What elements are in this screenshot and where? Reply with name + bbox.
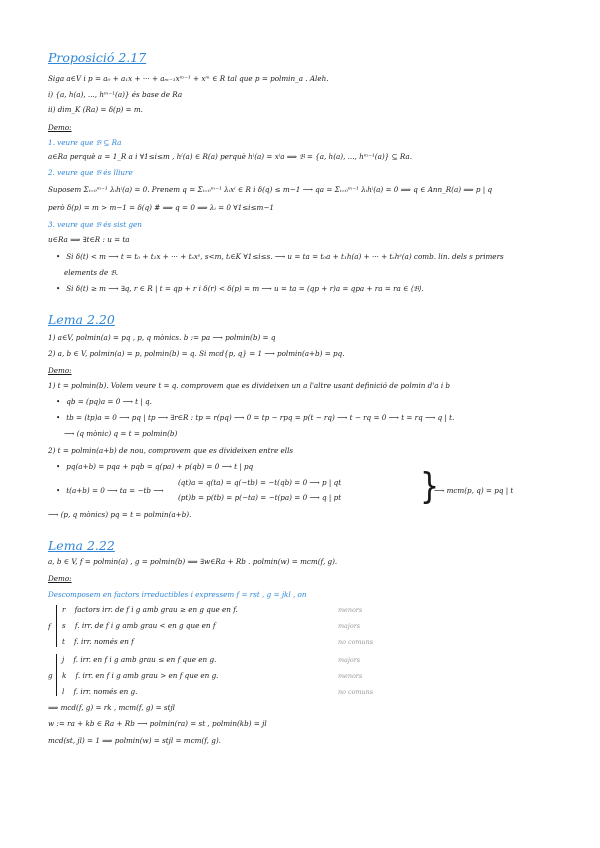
proof-line: Descomposem en factors irreductibles i expressem f = rst , g = jkl , on [48, 590, 307, 599]
proof-line: 2) t = polmin(a+b) de nou, comprovem que es divideixen entre ells [48, 446, 294, 455]
factor-row [62, 605, 362, 615]
proof-line: ⟶ (q mònic) q = t = polmin(b) [64, 429, 178, 438]
statement-item-i: i) {a, h(a), ..., hᵐ⁻¹(a)} és base de Ra [48, 90, 183, 99]
right-brace: } [420, 465, 440, 508]
factor-var: j [62, 655, 65, 664]
factor-row [62, 671, 362, 681]
statement-item-1: 1) a∈V, polmin(a) = pq , p, q mònics. b := pa ⟶ polmin(b) = q [48, 333, 276, 342]
factor-var: r [62, 605, 66, 614]
proof-conclusion: ⟶ mcm(p, q) = pq | t [434, 486, 514, 495]
factor-desc: f. irr. en f i g amb grau > en f que en g. [75, 671, 219, 680]
factor-var: s [62, 621, 66, 630]
proof-line: w := ra + kb ∈ Ra + Rb ⟶ polmin(ra) = st , polmin(kb) = jl [48, 719, 267, 728]
proof-line: Suposem Σᵢ₌₀ᵐ⁻¹ λᵢhⁱ(a) = 0. Prenem q = Σᵢ₌₀ᵐ⁻¹ λᵢxⁱ ∈ R i δ(q) ≤ m−1 ⟶ qa = Σᵢ₌₀ᵐ⁻¹ λᵢhⁱ(a) = 0 ⟹ q ∈ Ann_R(a) ⟹ p | q [48, 185, 493, 194]
proof-line: però δ(p) = m > m−1 = δ(q) # ⟹ q = 0 ⟹ λᵢ = 0 ∀1≤i≤m−1 [48, 203, 274, 212]
factor-note: no comuns [338, 638, 373, 646]
statement-line: a, b ∈ V, f = polmin(a) , g = polmin(b) ⟹ ∃w∈Ra + Rb . polmin(w) = mcm(f, g). [48, 557, 338, 566]
lemma-title: Lema 2.20 [48, 312, 115, 327]
proof-line: ⟹ mcd(f, g) = rk , mcm(f, g) = stjl [48, 703, 175, 712]
factor-row [62, 621, 362, 631]
factor-note: majors [338, 622, 361, 630]
lemma-title: Lema 2.22 [48, 538, 115, 553]
factor-row [62, 655, 362, 665]
proof-case: • qb = (pq)a = 0 ⟶ t | q. [56, 397, 570, 407]
factor-desc: f. irr. només en f [74, 637, 134, 646]
brace-bar [56, 605, 57, 647]
factor-row [62, 637, 362, 647]
factor-note: majors [338, 656, 361, 664]
factor-var: k [62, 671, 67, 680]
brace-label-f: f [48, 622, 51, 631]
proof-subline: (pt)b = p(tb) = p(−ta) = −t(pa) = 0 ⟶ q | pt [178, 493, 342, 502]
proof-line: mcd(st, jl) = 1 ⟹ polmin(w) = stjl = mcm(f, g). [48, 736, 221, 745]
proof-step-2: 2. veure que 𝔅 és lliure [48, 168, 133, 177]
proof-line: ⟶ (p, q mònics) pq = t = polmin(a+b). [48, 510, 192, 519]
proposition-title: Proposició 2.17 [48, 50, 147, 65]
factor-note: menors [338, 672, 363, 680]
brace-bar [56, 654, 57, 696]
factor-desc: f. irr. en f i g amb grau ≤ en f que en g. [73, 655, 217, 664]
proof-case: • Si δ(t) ≥ m ⟶ ∃q, r ∈ R | t = qp + r i δ(r) < δ(p) = m ⟶ u = ta = (qp + r)a = qpa + ra = ra ∈ ⟨𝔅⟩. [56, 284, 570, 294]
proof-case: • Si δ(t) < m ⟶ t = t₀ + t₁x + ··· + tₛxˢ, s<m, tᵢ∈K ∀1≤i≤s. ⟶ u = ta = t₀a + t₁h(a) + ··· + tₛhˢ(a) comb. lin. dels s primers [56, 252, 570, 262]
statement-item-ii: ii) dim_K (Ra) = δ(p) = m. [48, 105, 143, 114]
proof-line: elements de 𝔅. [64, 268, 118, 277]
statement-item-2: 2) a, b ∈ V, polmin(a) = p, polmin(b) = q. Si mcd{p, q} = 1 ⟶ polmin(a+b) = pq. [48, 349, 345, 358]
proof-case: • tb = (tp)a = 0 ⟶ pq | tp ⟶ ∃r∈R : tp = r(pq) ⟶ 0 = tp − rpq = p(t − rq) ⟶ t − rq = 0 ⟶ t = rq ⟶ q | t. [56, 413, 570, 423]
proof-case: • pq(a+b) = pqa + pqb = q(pa) + p(qb) = 0 ⟶ t | pq [56, 462, 570, 472]
factor-note: menors [338, 606, 363, 614]
statement-line: Siga a∈V i p = a₀ + a₁x + ··· + aₘ₋₁xᵐ⁻¹ + xᵐ ∈ R tal que p = polmin_a . Aleh. [48, 74, 329, 83]
proof-line: a∈Ra perquè a = 1_R a i ∀1≤i≤m , hⁱ(a) ∈ R(a) perquè hⁱ(a) = xⁱa ⟹ 𝔅 = {a, h(a), ..., hᵐ⁻¹(a)} ⊆ Ra. [48, 152, 412, 161]
proof-step-1: 1. veure que 𝔅 ⊆ Ra [48, 138, 122, 147]
proof-line: u∈Ra ⟹ ∃t∈R : u = ta [48, 235, 130, 244]
proof-subline: (qt)a = q(ta) = q(−tb) = −t(qb) = 0 ⟶ p | qt [178, 478, 342, 487]
factor-desc: factors irr. de f i g amb grau ≥ en g que en f. [74, 605, 238, 614]
factor-desc: f. irr. només en g. [73, 687, 138, 696]
factor-note: no comuns [338, 688, 373, 696]
demo-label: Demo: [48, 123, 72, 132]
proof-case: • t(a+b) = 0 ⟶ ta = −tb ⟶ [56, 486, 570, 496]
factor-var: l [62, 687, 65, 696]
proof-line: 1) t = polmin(b). Volem veure t = q. comprovem que es divideixen un a l'altre usant definició de polmin d'a i b [48, 381, 451, 390]
factor-row [62, 687, 362, 697]
brace-label-g: g [48, 671, 53, 680]
factor-var: t [62, 637, 65, 646]
factor-desc: f. irr. de f i g amb grau < en g que en f [74, 621, 216, 630]
demo-label: Demo: [48, 366, 72, 375]
proof-step-3: 3. veure que 𝔅 és sist gen [48, 220, 142, 229]
demo-label: Demo: [48, 574, 72, 583]
